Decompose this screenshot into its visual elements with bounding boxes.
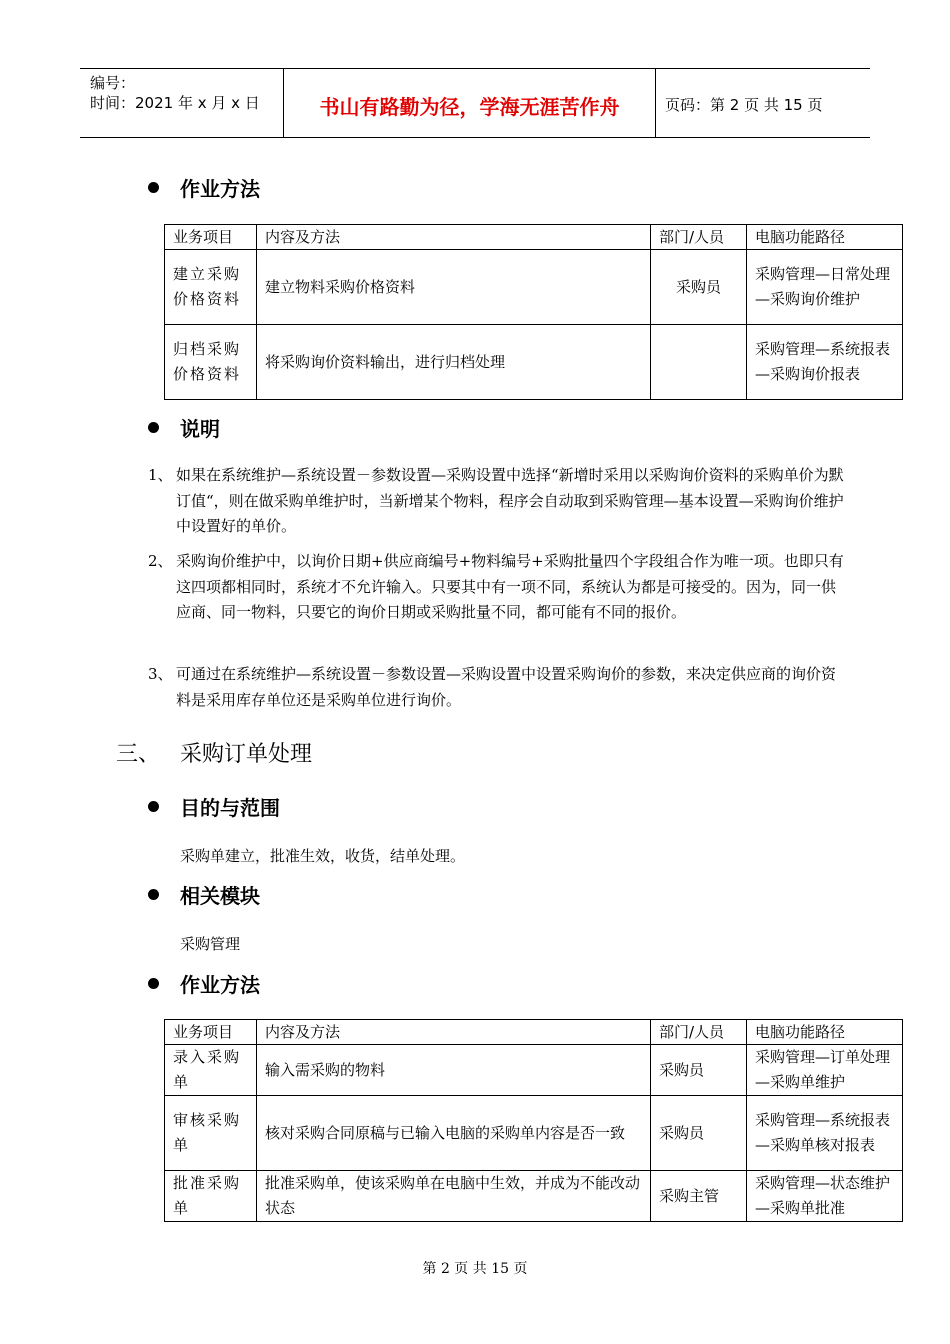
cell-item: 归档采购价格资料 — [165, 325, 257, 400]
note-number: 3、 — [148, 665, 173, 683]
table-row — [165, 1045, 903, 1096]
cell-dept — [651, 325, 747, 400]
bullet-icon — [148, 182, 159, 193]
cell-dept: 采购员 — [651, 1045, 747, 1096]
cell-dept: 采购员 — [651, 250, 747, 325]
note-item — [148, 662, 848, 713]
method-heading-b — [148, 969, 260, 998]
section-title-text: 采购订单处理 — [180, 742, 313, 767]
cell-item: 审核采购单 — [165, 1096, 257, 1171]
cell-path: 采购管理—系统报表—采购询价报表 — [747, 325, 903, 400]
col-header-content: 内容及方法 — [257, 225, 651, 250]
document-number-label: 编号： — [90, 74, 136, 92]
cell-path: 采购管理—订单处理—采购单维护 — [747, 1045, 903, 1096]
col-header-dept: 部门/人员 — [651, 1020, 747, 1045]
note-text: 可通过在系统维护—系统设置－参数设置—采购设置中设置采购询价的参数，来决定供应商的询价资料是采用库存单位还是采购单位进行询价。 — [176, 665, 837, 709]
notes-heading — [148, 413, 220, 442]
table-row — [165, 1096, 903, 1171]
bullet-icon — [148, 801, 159, 812]
note-number: 2、 — [148, 552, 173, 570]
note-text: 如果在系统维护—系统设置－参数设置—采购设置中选择“新增时采用以采购询价资料的采购单价为默订值“，则在做采购单维护时，当新增某个物料，程序会自动取到采购管理—基本设置—采购询价维护中设置好的单价。 — [176, 466, 844, 535]
method-table-a — [164, 224, 903, 400]
heading-text: 说明 — [180, 417, 220, 441]
modules-heading — [148, 880, 260, 909]
cell-content: 将采购询价资料输出，进行归档处理 — [257, 325, 651, 400]
col-header-path: 电脑功能路径 — [747, 225, 903, 250]
section-number: 三、 — [116, 742, 161, 767]
heading-text: 目的与范围 — [180, 796, 280, 820]
heading-text: 作业方法 — [180, 973, 260, 997]
cell-path: 采购管理—状态维护—采购单批准 — [747, 1171, 903, 1222]
purpose-heading — [148, 792, 280, 821]
table-header-row — [165, 1020, 903, 1045]
header-motto-cell — [283, 69, 656, 137]
cell-path: 采购管理—日常处理—采购询价维护 — [747, 250, 903, 325]
bullet-icon — [148, 978, 159, 989]
heading-text: 作业方法 — [180, 177, 260, 201]
modules-text: 采购管理 — [180, 935, 241, 953]
method-table-b — [164, 1019, 903, 1222]
note-item — [148, 549, 848, 626]
header-motto: 书山有路勤为径，学海无涯苦作舟 — [319, 95, 620, 119]
page-header — [80, 68, 870, 138]
table-row — [165, 1171, 903, 1222]
page-footer: 第 2 页 共 15 页 — [422, 1261, 528, 1277]
purpose-text: 采购单建立，批准生效，收货，结单处理。 — [180, 847, 466, 865]
cell-content: 建立物料采购价格资料 — [257, 250, 651, 325]
note-text: 采购询价维护中，以询价日期+供应商编号+物料编号+采购批量四个字段组合作为唯一项。也即只有这四项都相同时，系统才不允许输入。只要其中有一项不同，系统认为都是可接受的。因为，同一供应商、同一物料，只要它的询价日期或采购批量不同，都可能有不同的报价。 — [176, 552, 844, 621]
bullet-icon — [148, 422, 159, 433]
cell-dept: 采购员 — [651, 1096, 747, 1171]
header-page-cell — [655, 69, 870, 137]
cell-path: 采购管理—系统报表—采购单核对报表 — [747, 1096, 903, 1171]
heading-text: 相关模块 — [180, 884, 260, 908]
cell-content: 批准采购单，使该采购单在电脑中生效，并成为不能改动状态 — [257, 1171, 651, 1222]
bullet-icon — [148, 889, 159, 900]
col-header-path: 电脑功能路径 — [747, 1020, 903, 1045]
note-number: 1、 — [148, 466, 173, 484]
document-date: 时间：2021 年 x 月 x 日 — [90, 94, 260, 112]
header-left-cell — [80, 69, 283, 137]
col-header-dept: 部门/人员 — [651, 225, 747, 250]
cell-item: 批准采购单 — [165, 1171, 257, 1222]
col-header-item: 业务项目 — [165, 225, 257, 250]
col-header-content: 内容及方法 — [257, 1020, 651, 1045]
cell-dept: 采购主管 — [651, 1171, 747, 1222]
cell-item: 录入采购单 — [165, 1045, 257, 1096]
note-item — [148, 463, 848, 540]
header-page-info: 页码：第 2 页 共 15 页 — [665, 96, 823, 114]
cell-item: 建立采购价格资料 — [165, 250, 257, 325]
table-header-row — [165, 225, 903, 250]
cell-content: 输入需采购的物料 — [257, 1045, 651, 1096]
table-row — [165, 325, 903, 400]
cell-content: 核对采购合同原稿与已输入电脑的采购单内容是否一致 — [257, 1096, 651, 1171]
col-header-item: 业务项目 — [165, 1020, 257, 1045]
table-row — [165, 250, 903, 325]
section-title — [116, 737, 312, 768]
method-heading-a — [148, 173, 260, 202]
